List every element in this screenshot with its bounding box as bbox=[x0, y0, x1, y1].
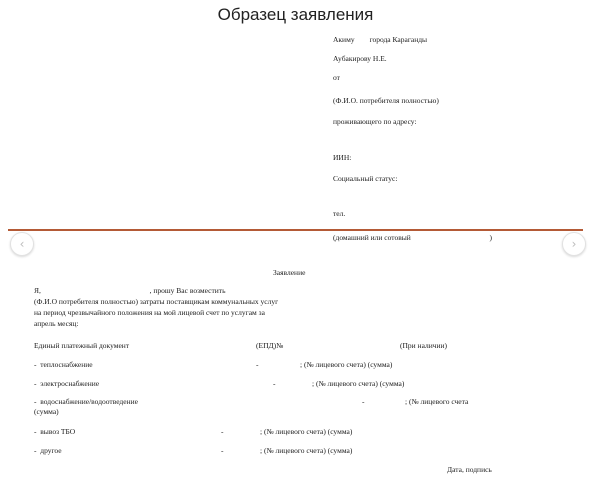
service-waste-account: ; (№ лицевого счета) (сумма) bbox=[260, 427, 353, 436]
addressee-line: Акиму города Караганды bbox=[333, 35, 428, 44]
service-water-amount: (сумма) bbox=[34, 407, 59, 416]
service-dash: - bbox=[362, 397, 365, 406]
date-signature-label: Дата, подпись bbox=[447, 465, 492, 474]
service-heating-label: - теплоснабжение bbox=[34, 360, 93, 369]
body-paragraph-line: Я, , прошу Вас возместить bbox=[34, 286, 226, 295]
body-paragraph-line: на период чрезвычайного положения на мой лицевой счет по услугам за bbox=[34, 308, 265, 317]
service-other-label: - другое bbox=[34, 446, 62, 455]
service-electricity-label: - электроснабжение bbox=[34, 379, 100, 388]
social-status-label: Социальный статус: bbox=[333, 174, 398, 183]
chevron-left-icon: ‹ bbox=[19, 237, 25, 251]
page-title: Образец заявления bbox=[217, 5, 374, 24]
epd-number-label: (ЕПД)№ bbox=[256, 341, 284, 350]
prev-arrow-button[interactable] bbox=[10, 232, 34, 256]
statement-heading: Заявление bbox=[273, 268, 306, 277]
service-dash: - bbox=[221, 446, 224, 455]
iin-label: ИИН: bbox=[333, 153, 352, 162]
epd-label: Единый платежный документ bbox=[34, 341, 130, 350]
service-dash: - bbox=[221, 427, 224, 436]
service-heating-account: ; (№ лицевого счета) (сумма) bbox=[300, 360, 393, 369]
service-other-account: ; (№ лицевого счета) (сумма) bbox=[260, 446, 353, 455]
service-dash: - bbox=[256, 360, 259, 369]
divider-line bbox=[8, 229, 583, 231]
phone-label: тел. bbox=[333, 209, 346, 218]
body-paragraph-line: (Ф.И.О потребителя полностью) затраты поставщикам коммунальных услуг bbox=[34, 297, 279, 306]
service-waste-label: - вывоз ТБО bbox=[34, 427, 76, 436]
chevron-right-icon: › bbox=[571, 237, 577, 251]
service-water-account: ; (№ лицевого счета bbox=[405, 397, 469, 406]
service-electricity-account: ; (№ лицевого счета) (сумма) bbox=[312, 379, 405, 388]
addressee-name: Аубакирову Н.Е. bbox=[333, 54, 387, 63]
phone-hint: (домашний или сотовый ) bbox=[333, 233, 493, 242]
service-water-label: - водоснабжение/водоотведение bbox=[34, 397, 138, 406]
body-paragraph-line: апрель месяц: bbox=[34, 319, 79, 328]
next-arrow-button[interactable] bbox=[562, 232, 586, 256]
from-label: от bbox=[333, 73, 340, 82]
applicant-name-hint: (Ф.И.О. потребителя полностью) bbox=[333, 96, 439, 105]
address-label: проживающего по адресу: bbox=[333, 117, 417, 126]
epd-optional-label: (При наличии) bbox=[400, 341, 448, 350]
service-dash: - bbox=[273, 379, 276, 388]
